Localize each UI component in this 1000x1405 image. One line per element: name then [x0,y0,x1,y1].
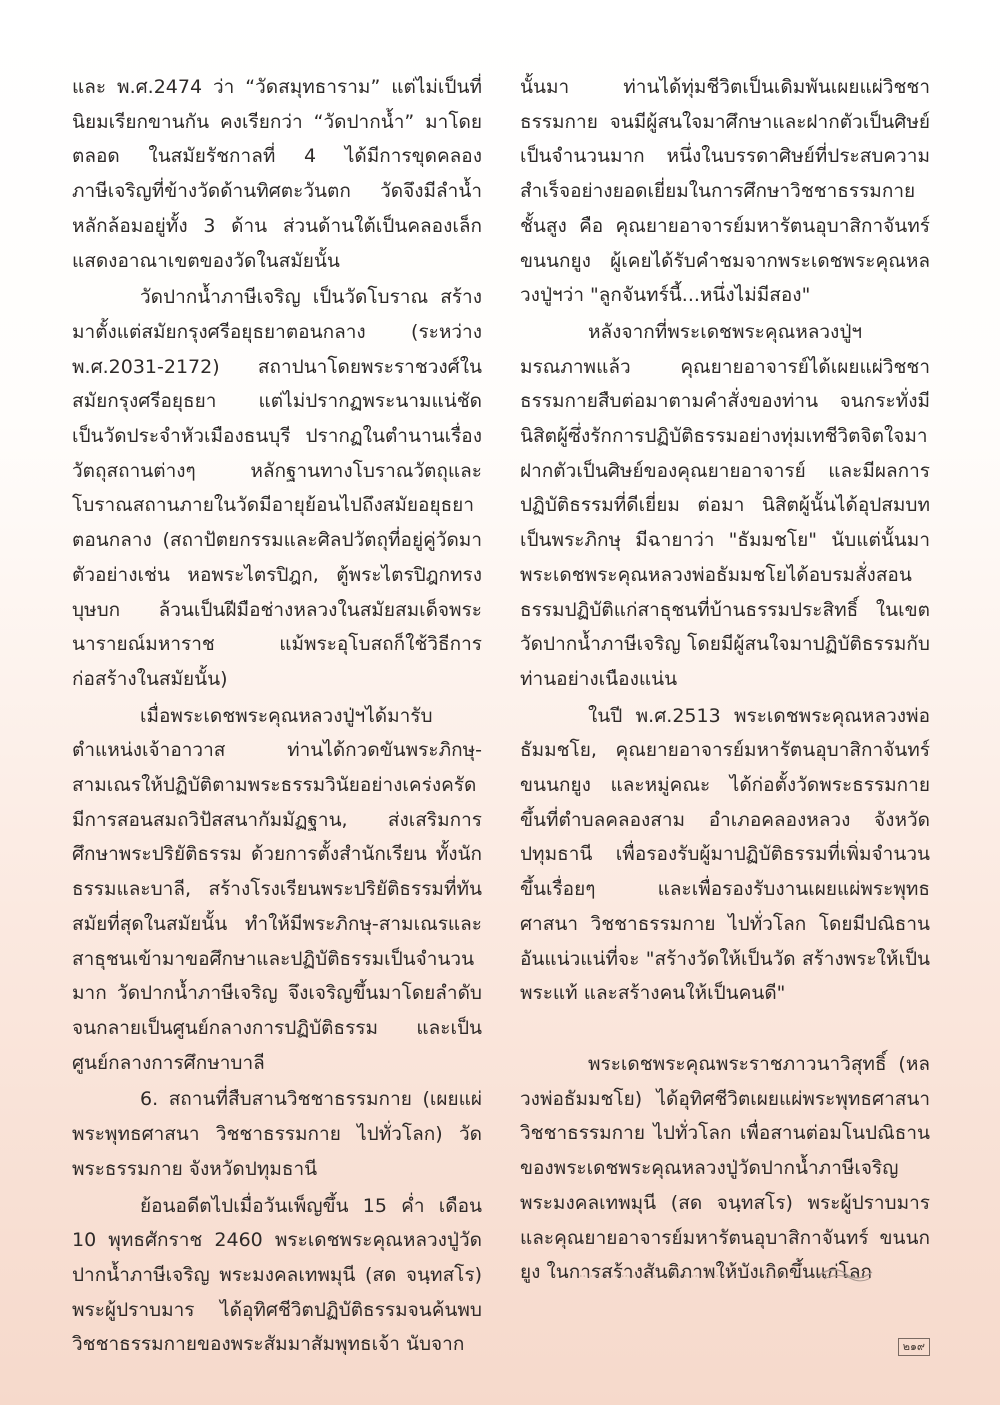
paragraph: ย้อนอดีตไปเมื่อวันเพ็ญขึ้น 15 ค่ำ เดือน 10 พุทธศักราช 2460 พระเดชพระคุณหลวงปู่วัดปากน้ำภาษีเจริญ พระมงคลเทพมุนี (สด จนฺทสโร) พระผู้ปราบมาร ได้อุทิศชีวิตปฏิบัติธรรมจนค้นพบวิชชาธรรมกายของพระสัมมาสัมพุทธเจ้า นับจาก [72,1194,482,1356]
page-number: ๒๑๙ [898,1338,930,1356]
paragraph: พระเดชพระคุณพระราชภาวนาวิสุทธิ์ (หลวงพ่อธัมมชโย) ได้อุทิศชีวิตเผยแผ่พระพุทธศาสนา วิชชาธรรมกาย ไปทั่วโลก เพื่อสานต่อมโนปณิธานของพระเดชพระคุณหลวงปู่วัดปากน้ำภาษีเจริญ พระมงคลเทพมุนี (สด จนฺทสโร) พระผู้ปราบมาร และคุณยายอาจารย์มหารัตนอุบาสิกาจันทร์ ขนนกยูง ในการสร้างสันติภาพให้บังเกิดขึ้นแก่โลก [520,1052,930,1284]
paragraph: เมื่อพระเดชพระคุณหลวงปู่ฯได้มารับตำแหน่งเจ้าอาวาส ท่านได้กวดขันพระภิกษุ-สามเณรให้ปฏิบัติตามพระธรรมวินัยอย่างเคร่งครัด มีการสอนสมถวิปัสสนากัมมัฏฐาน, ส่งเสริมการศึกษาพระปริยัติธรรม ด้วยการตั้งสำนักเรียน ทั้งนักธรรมและบาลี, สร้างโรงเรียนพระปริยัติธรรมที่ทันสมัยที่สุดในสมัยนั้น ทำให้มีพระภิกษุ-สามเณรและสาธุชนเข้ามาขอศึกษาและปฏิบัติธรรมเป็นจำนวนมาก วัดปากน้ำภาษีเจริญ จึงเจริญขึ้นมาโดยลำดับ จนกลายเป็นศูนย์กลางการปฏิบัติธรรม และเป็นศูนย์กลางการศึกษาบาลี [72,704,482,1074]
right-column [520,70,930,1292]
paragraph: ในปี พ.ศ.2513 พระเดชพระคุณหลวงพ่อธัมมชโย, คุณยายอาจารย์มหารัตนอุบาสิกาจันทร์ ขนนกยูง และหมู่คณะ ได้ก่อตั้งวัดพระธรรมกาย ขึ้นที่ตำบลคลองสาม อำเภอคลองหลวง จังหวัดปทุมธานี เพื่อรองรับผู้มาปฏิบัติธรรมที่เพิ่มจำนวนขึ้นเรื่อยๆ และเพื่อรองรับงานเผยแผ่พระพุทธศาสนา วิชชาธรรมกาย ไปทั่วโลก โดยมีปณิธานอันแน่วแน่ที่จะ "สร้างวัดให้เป็นวัด สร้างพระให้เป็นพระแท้ และสร้างคนให้เป็นคนดี" [520,704,930,1005]
section-heading-paragraph: 6. สถานที่สืบสานวิชชาธรรมกาย (เผยแผ่พระพุทธศาสนา วิชชาธรรมกาย ไปทั่วโลก) วัดพระธรรมกาย จังหวัดปทุมธานี [72,1088,482,1180]
paragraph: และ พ.ศ.2474 ว่า “วัดสมุทธาราม” แต่ไม่เป็นที่นิยมเรียกขานกัน คงเรียกว่า “วัดปากน้ำ” มาโดยตลอด ในสมัยรัชกาลที่ 4 ได้มีการขุดคลองภาษีเจริญที่ข้างวัดด้านทิศตะวันตก วัดจึงมีลำน้ำหลักล้อมอยู่ทั้ง 3 ด้าน ส่วนด้านใต้เป็นคลองเล็กแสดงอาณาเขตของวัดในสมัยนั้น [72,76,482,272]
paragraph: หลังจากที่พระเดชพระคุณหลวงปู่ฯมรณภาพแล้ว คุณยายอาจารย์ได้เผยแผ่วิชชาธรรมกายสืบต่อมาตามคำสั่งของท่าน จนกระทั่งมีนิสิตผู้ซึ่งรักการปฏิบัติธรรมอย่างทุ่มเทชีวิตจิตใจมาฝากตัวเป็นศิษย์ของคุณยายอาจารย์ และมีผลการปฏิบัติธรรมที่ดีเยี่ยม ต่อมา นิสิตผู้นั้นได้อุปสมบทเป็นพระภิกษุ มีฉายาว่า "ธัมมชโย" นับแต่นั้นมา พระเดชพระคุณหลวงพ่อธัมมชโยได้อบรมสั่งสอนธรรมปฏิบัติแก่สาธุชนที่บ้านธรรมประสิทธิ์ ในเขตวัดปากน้ำภาษีเจริญ โดยมีผู้สนใจมาปฏิบัติธรรมกับท่านอย่างเนืองแน่น [520,320,930,690]
paragraph: นั้นมา ท่านได้ทุ่มชีวิตเป็นเดิมพันเผยแผ่วิชชาธรรมกาย จนมีผู้สนใจมาศึกษาและฝากตัวเป็นศิษย์เป็นจำนวนมาก หนึ่งในบรรดาศิษย์ที่ประสบความสำเร็จอย่างยอดเยี่ยมในการศึกษาวิชชาธรรมกาย ชั้นสูง คือ คุณยายอาจารย์มหารัตนอุบาสิกาจันทร์ ขนนกยูง ผู้เคยได้รับคำชมจากพระเดชพระคุณหลวงปู่ฯว่า "ลูกจันทร์นี้...หนึ่งไม่มีสอง" [520,76,930,307]
divider-ornament-icon [580,1262,880,1286]
paragraph: วัดปากน้ำภาษีเจริญ เป็นวัดโบราณ สร้างมาตั้งแต่สมัยกรุงศรีอยุธยาตอนกลาง (ระหว่าง พ.ศ.2031-2172) สถาปนาโดยพระราชวงศ์ในสมัยกรุงศรีอยุธยา แต่ไม่ปรากฏพระนามแน่ชัด เป็นวัดประจำหัวเมืองธนบุรี ปรากฏในตำนานเรื่องวัตถุสถานต่างๆ หลักฐานทางโบราณวัตถุและโบราณสถานภายในวัดมีอายุย้อนไปถึงสมัยอยุธยาตอนกลาง (สถาปัตยกรรมและศิลปวัตถุที่อยู่คู่วัดมาตัวอย่างเช่น หอพระไตรปิฎก, ตู้พระไตรปิฎกทรงบุษบก ล้วนเป็นฝีมือช่างหลวงในสมัยสมเด็จพระนารายณ์มหาราช แม้พระอุโบสถก็ใช้วิธีการก่อสร้างในสมัยนั้น) [72,286,482,690]
left-column [72,70,482,1364]
